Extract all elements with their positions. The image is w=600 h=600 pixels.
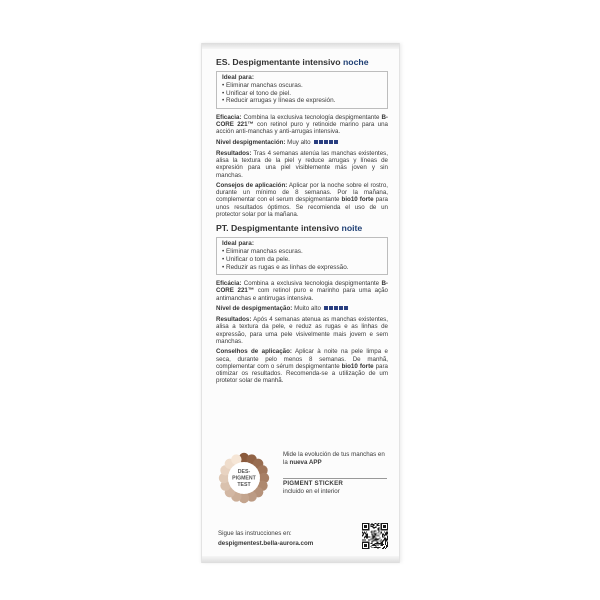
- es-resultados: Resultados: Tras 4 semanas atenúa las manchas existentes, alisa la textura de la piel y reduce arrugas y líneas de expresión para una piel visiblemente más joven y sin manchas.: [216, 149, 388, 179]
- rosette-text-3: TEST: [237, 482, 251, 488]
- instructions-line: Sigue las instrucciones en:: [218, 530, 292, 537]
- pt-heading: PT. Despigmentante intensivo noite: [216, 223, 363, 234]
- divider-line: [283, 478, 387, 479]
- pt-level-squares: [321, 305, 348, 312]
- pigment-sticker-label: [283, 477, 387, 495]
- box-bottom-edge: [202, 556, 399, 563]
- rosette-text-1: DES-: [237, 469, 251, 475]
- level-square: [329, 306, 333, 310]
- pt-consejos: Conselhos de aplicação: Aplicar à noite na pele limpa e seca, durante pelo menos 8 semanas. De manhã, complementar com o sérum despigmentante bio10 forte para otimizar os resultados. Recomenda-se a utilização de um protetor solar de manhã.: [216, 348, 388, 385]
- level-square: [319, 140, 323, 144]
- box-top-edge: [202, 43, 399, 49]
- level-square: [334, 140, 338, 144]
- level-square: [324, 306, 328, 310]
- text-column: [216, 57, 388, 388]
- es-heading: ES. Despigmentante intensivo noche: [216, 57, 369, 67]
- pt-heading-accent: noite: [341, 223, 363, 234]
- level-square: [334, 306, 338, 310]
- level-square: [329, 140, 333, 144]
- es-nivel: Nivel despigmentación: Muy alto: [216, 139, 388, 147]
- rosette-text-2: PIGMENT: [232, 475, 256, 482]
- sticker-sub: incluido en el interior: [283, 487, 340, 495]
- pt-ideal-list: [222, 248, 382, 271]
- es-ideal-list: [222, 82, 382, 105]
- sticker-title: PIGMENT STICKER: [283, 480, 344, 487]
- instructions-url: despigmentest.bella-aurora.com: [218, 539, 314, 547]
- qr-code: [362, 523, 388, 549]
- es-ideal-item: • Unificar el tono de piel.: [222, 90, 382, 98]
- es-ideal-item: • Reducir arrugas y líneas de expresión.: [222, 97, 382, 105]
- instructions: [218, 529, 358, 548]
- es-level-squares: [311, 139, 338, 146]
- level-square: [339, 306, 343, 310]
- level-square: [344, 306, 348, 310]
- pt-ideal-item: • Eliminar manchas escuras.: [222, 248, 382, 256]
- pt-resultados: Resultados: Após 4 semanas atenua as manchas existentes, alisa a textura da pele, e reduz as rugas e as linhas de expressão, para uma pele visivelmente mais jovem e sem manchas.: [216, 316, 388, 345]
- pt-ideal-box: [216, 237, 388, 275]
- pt-eficacia: Eficácia: Combina a exclusiva tecnologia despigmentante B-CORE 221™ com retinol puro e marinho para uma ação antimanchas e antirrugas intensiva.: [216, 280, 388, 302]
- es-ideal-item: • Eliminar manchas oscuras.: [222, 82, 382, 90]
- pt-ideal-item: • Reduzir as rugas e as linhas de expressão.: [222, 264, 382, 272]
- app-promo-text: Mide la evolución de tus manchas en la nueva APP: [283, 451, 385, 466]
- es-ideal-title: Ideal para:: [222, 74, 254, 81]
- es-ideal-box: [216, 71, 388, 109]
- level-square: [314, 140, 318, 144]
- despigment-test-logo: [217, 451, 271, 505]
- pt-ideal-title: Ideal para:: [222, 240, 254, 248]
- pt-nivel: Nível de despigmentação: Muito alto: [216, 305, 388, 313]
- pt-ideal-item: • Unificar o tom da pele.: [222, 256, 382, 264]
- es-heading-accent: noche: [342, 57, 369, 67]
- es-consejos: Consejos de aplicación: Aplicar por la noche sobre el rostro, durante un mínimo de 8 semanas. Por la mañana, complementar con el serum despigmentante bio10 forte para unos resultados óptimos. Se recomienda el uso de un protector solar por la mañana.: [216, 181, 388, 219]
- level-square: [324, 140, 328, 144]
- es-eficacia: Eficacia: Combina la exclusiva tecnología despigmentante B-CORE 221™ con retinol puro y retinoide marino para una acción anti-manchas y anti-arrugas intensiva.: [216, 113, 388, 136]
- product-box-panel: [201, 43, 400, 563]
